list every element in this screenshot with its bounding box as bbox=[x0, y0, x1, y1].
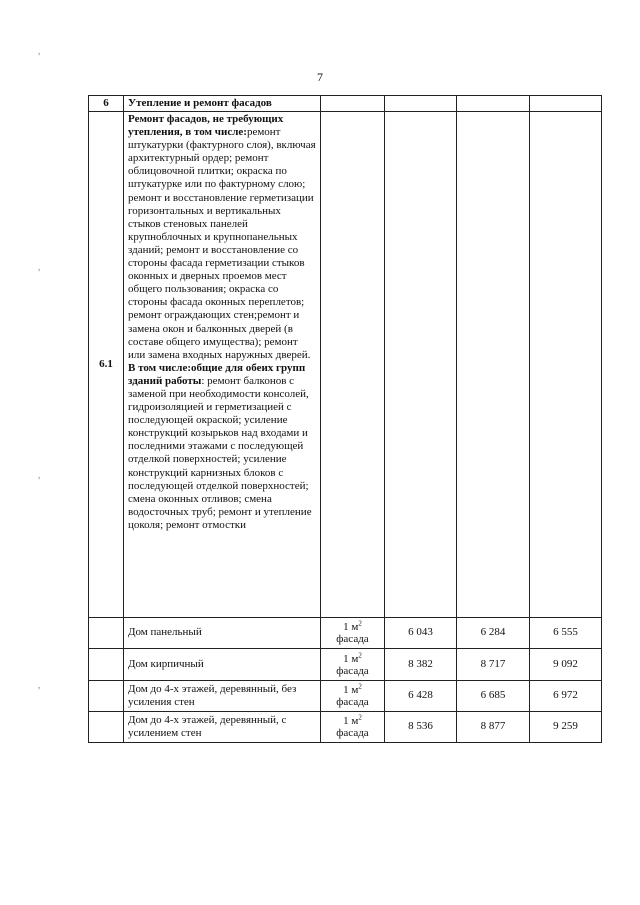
empty-cell bbox=[385, 112, 457, 618]
row-value-3: 9 259 bbox=[530, 712, 602, 743]
subsection-row bbox=[89, 112, 602, 618]
section-number: 6 bbox=[89, 96, 124, 112]
row-value-2: 6 284 bbox=[457, 618, 530, 649]
row-unit: 1 $м^2$ фасада bbox=[321, 618, 385, 649]
empty-cell bbox=[321, 112, 385, 618]
margin-mark: , bbox=[38, 46, 41, 56]
row-unit: 1 $м^2$ фасада bbox=[321, 681, 385, 712]
section-title: Утепление и ремонт фасадов bbox=[124, 96, 321, 112]
description-text: ремонт штукатурки (фактурного слоя), включая архитектурный ордер; ремонт облицовочной плитки; окраска по штукатурке или по фактурному слою; ремонт и восстановление герметизации горизонтальных и вертикальных стыков стеновых панелей крупноблочных и крупнопанельных зданий; ремонт и восстановление со стороны фасада герметизации стыков оконных и дверных проемов мест общего пользования; окраска со стороны фасада оконных переплетов; ремонт ограждающих стен;ремонт и замена окон и балконных дверей (в составе общего имущества); ремонт или замена входных наружных дверей. bbox=[128, 126, 316, 361]
row-name: Дом панельный bbox=[124, 618, 321, 649]
row-name: Дом до 4-х этажей, деревянный, с усилением стен bbox=[124, 712, 321, 743]
row-value-2: 8 717 bbox=[457, 649, 530, 681]
row-name: Дом кирпичный bbox=[124, 649, 321, 681]
row-value-3: 6 555 bbox=[530, 618, 602, 649]
row-value-1: 6 428 bbox=[385, 681, 457, 712]
empty-cell bbox=[530, 112, 602, 618]
row-value-1: 8 536 bbox=[385, 712, 457, 743]
table-row bbox=[89, 712, 602, 743]
empty-cell bbox=[457, 112, 530, 618]
description-heading-2: В том числе:общие для обеих групп зданий работы bbox=[128, 361, 306, 387]
row-value-3: 6 972 bbox=[530, 681, 602, 712]
empty-cell bbox=[385, 96, 457, 112]
row-unit: 1 $м^2$ фасада bbox=[321, 712, 385, 743]
margin-mark: , bbox=[38, 262, 41, 272]
table-row bbox=[89, 649, 602, 681]
margin-mark: , bbox=[38, 470, 41, 480]
row-value-1: 8 382 bbox=[385, 649, 457, 681]
subsection-description bbox=[124, 112, 321, 618]
empty-cell bbox=[530, 96, 602, 112]
description-heading: Ремонт фасадов, не требующих утепления, в том числе: bbox=[128, 113, 284, 139]
margin-mark: , bbox=[38, 680, 41, 690]
row-value-2: 6 685 bbox=[457, 681, 530, 712]
row-value-3: 9 092 bbox=[530, 649, 602, 681]
table-row bbox=[89, 681, 602, 712]
row-name: Дом до 4-х этажей, деревянный, без усиления стен bbox=[124, 681, 321, 712]
section-row bbox=[89, 96, 602, 112]
row-value-1: 6 043 bbox=[385, 618, 457, 649]
empty-cell bbox=[89, 618, 124, 649]
empty-cell bbox=[321, 96, 385, 112]
empty-cell bbox=[89, 649, 124, 681]
subsection-number: 6.1 bbox=[89, 112, 124, 618]
description-text-2: : ремонт балконов с заменой при необходимости консолей, гидроизоляцией и герметизацией с последующей окраской; усиление конструкций козырьков над входами и последними этажами с последующей отделкой поверхностей; усиление конструкций карнизных блоков с последующей отделкой поверхностей; смена оконных отливов; смена водосточных труб; ремонт и утепление цоколя; ремонт отмостки bbox=[128, 374, 312, 531]
empty-cell bbox=[89, 681, 124, 712]
row-value-2: 8 877 bbox=[457, 712, 530, 743]
row-unit: 1 $м^2$ фасада bbox=[321, 649, 385, 681]
cost-table bbox=[88, 95, 602, 743]
empty-cell bbox=[89, 712, 124, 743]
empty-cell bbox=[457, 96, 530, 112]
table-row bbox=[89, 618, 602, 649]
page-number: 7 bbox=[317, 70, 323, 84]
